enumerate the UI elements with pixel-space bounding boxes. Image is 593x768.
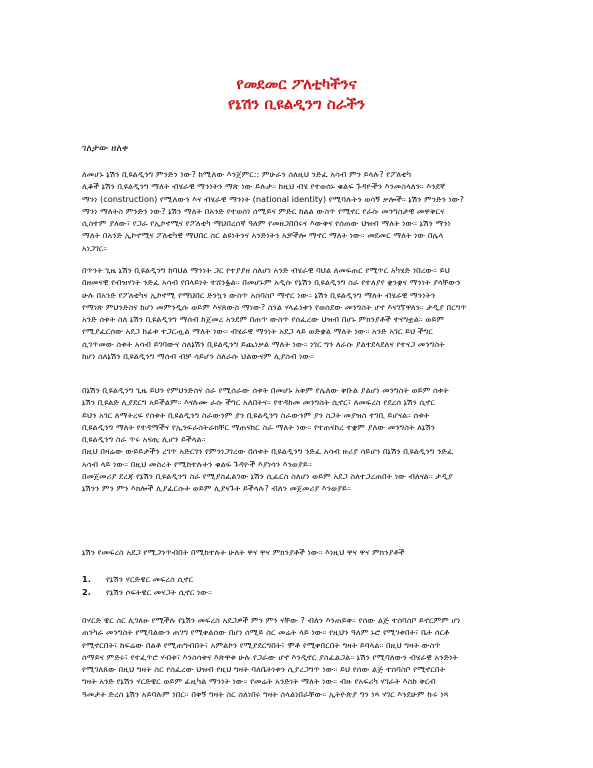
paragraph-line: በኔሽን ቢዩልዲንግ ጊዜ ይህን የምህንድስና ስራ የሚሰራው ሰቱት በመሆኑ አቅም የሌለው ቅቡል ያልሆነ መንግስት ወይም ሰቱት [82, 385, 449, 395]
list-item [82, 586, 512, 599]
paragraph-line: አሳብ ላይ ነው። በዚህ መስረት የሚከተሉትን ቁልፍ ጉዳዮች እያነሳን እንወያይ። [82, 458, 312, 469]
paragraph-line: ሊቆች ኔሽን ቢዩልዲንግ ማለት ብሄራዊ ማንነትን ማጽ ነው ይሉታ። ከዚህ ብሄ የተወሰኑ ቁልፍ ጉዳዮችን እንመስላለን። እንደኛ [82, 181, 446, 192]
paragraph-line: ግዛት አንድ የኔሽን ሃርድዌር ወይም ፊዚካል ማንነት ነው። የመሬት አንድነት ማለት ነው። ብዙ የአፍሪካ ሃገራት እስከ ቅርብ [82, 676, 436, 687]
paragraph-line: ቢዩልዲንግ ስራ ጥሩ አናጢ ሊሆን ይችላል። [82, 434, 206, 445]
paragraph-line: ለመሆኑ ኔሽን ቢዩልዲንግ ምንድን ነው? ከሚለው እንጀምር:: ምሁራን ስለዚህ ንድፈ አሳብ ምን ይላሉ? የፖለቲካ [82, 169, 412, 179]
paragraph-4 [82, 546, 512, 558]
paragraph-line: ኔሽን ቢዩልድ ሊያደርግ አይችልም። እናሉሙ ራሱ ችግር አለበትና። የተዳከመ መንግስት ሲኖር፣ ለመፍረስ የደረሰ ኔሽን ሲኖር [82, 397, 436, 408]
paragraph-line: የሚገለጸው በዚህ ግዛት ስር የሰፈረው ህዝብ የዚህ ግዛት ባለቤትነቱን ሲያረጋግጥ ነው። ይህ የሰው ልጅ ተሰባስቦ የሚኖርበት [82, 664, 446, 675]
paragraph-line: ጠንካራ መንግስት የሚባልውን ጠገግ የሚቀልሰው በሆነ ሰሚይ ስር መሬት ላይ ነው። የዚህን ዓለም ኑሮ የሚገቱበት፣ ቤት ሰርቶ [82, 627, 450, 638]
paragraph-line: የሚኖርበት፣ ከፍሬው በልቶ የሚጠግብበት፣ አምልኮን የሚያደርግበት፣ ሞቶ የሚቀበርበት ግዛት ይባላል። በዚህ ግዛት ውስጥ [82, 639, 441, 650]
paragraph-line: ኔሽንን ምን ምን እክሎች ሊያፈርሱት ወይም ሊያናጉት ይችላሉ? ብለን መጀመሪያ እንወያይ። [82, 483, 351, 494]
paragraph-line: ማንነ (construction) የሚለውን እና ብሄራዊ ማንነት (national identity) የሚባሉትን ወሳኝ ቃሎች። ኔሽን ምንድን ነው? [82, 193, 465, 204]
paragraph-line: ይህን አገር ለማትረፍ የሰቱት ቢዩልዲንግ ስራውንም ያን ቢዩልዲንግ ስራውንም ያን ስጋት መያዝስ ተገቢ ይሆናል። ሰቱት [82, 409, 430, 420]
paragraph-line: የሚያፈርሰው አደጋ ከፊቱ ተጋርጧል ማለት ነው። ብሄራዊ ማንነት አደጋ ላይ ወድቋል ማለት ነው። አንድ አገር ይህ ችግር [82, 326, 433, 337]
list-item [82, 573, 512, 586]
paragraph-2 [82, 264, 512, 362]
paragraph-line: አንድ ሰቱት ስለ ኔሽን ቢዩልዲንግ ማሰብ ከጀመረ አንደም በጠጥ ውስጥ የሰፈረው ህዝብ በሆኑ ምክንያቶች ተናግቷል። ወይም [82, 314, 445, 325]
paragraph-line: በመጀመሪያ ደረጃ የኔሽን ቢዩልዲንግ ስራ የሚያስፈልገው ኔሽን ሲፈርስ ስለሆነ ወይም አደጋ ስለተጋረጠበት ነው ብለናል። ታዲያ [82, 471, 453, 482]
paragraph-line: የማነጽ ምህንድስና ከሆነ መምንዲሱ ወይም እናጸውስ ማነው? ስንል ሃላፊነቱን የወሰደው መንግስት ሆኖ እናገኘዋለን። ታዲያ በርግጥ [82, 301, 467, 312]
list-number: 1. [82, 574, 91, 584]
author-name: ገለታው ዘለቀ [82, 143, 129, 154]
document-title-line-2: የኔሽን ቢዩልዲንግ ስራችን [228, 95, 365, 113]
paragraph-line: ማንነ ማለትስ ምንድን ነው? ኔሽን ማለት በአንድ የተወሰነ ሰሚይና ምድር ከልል ውስጥ የሚኖር የራሱ መንግስታዊ መዋቅርና [82, 205, 445, 216]
document-title-line-1: የመደመር ፖለቲካችንና [236, 75, 357, 93]
paragraph-line: አነጋገር። [82, 242, 108, 253]
paragraph-line: ሁሉ በአንድ የፖለቲካና ኢኮኖሚ የማህበር ድንኳን ውስጥ አሰባስቦ ማኖር ነው። ኔሽን ቢዩልዲንግ ማለት ብሄራዊ ማንነትን [82, 289, 436, 300]
paragraph-line: ሰማይና ምድሩ፣ የተፈጥሮ ሃብቱ፣ እንስሳቱና እጽዋቱ ሁሉ የጋራው ሆኖ እንዲኖር ያስፈልጋል። ኔሽን የሚባለውን ብሄራዊ አንድነት [82, 651, 459, 662]
paragraph-line: ሲገጥመው ስቱት አሳብ ይገባውና ስለኔሽን ቢዩልዲንግ ይጨነቃል ማለት ነው። ነገር ግን ለራሱ ያልተደላደለና የተናጋ መንግስት [82, 338, 445, 349]
paragraph-1 [82, 168, 512, 254]
list-number: 2. [82, 586, 91, 597]
paragraph-line: ኔሽን የመፍረስ አደጋ የሚጋንጥብበት በሚከተሉት ሁለት ዋና ዋና ምክንያቶች ነው። እነዚህ ዋና ዋና ምክንያቶች [82, 547, 405, 557]
reasons-list [82, 573, 512, 598]
paragraph-line: በሃርድ ዌር ስር ሊገለፁ የሚችሉ የኔሽን መፍረስ አደጋዎች ምን ምን ናቸው ? ብለን እንጠይቅ። የሰው ልጅ ተሰባስቦ ይኖርምም ሆነ [82, 615, 461, 625]
list-text: የኔሽን ሃርድዌር መፍረስ ሲኖር [106, 574, 194, 584]
paragraph-line: ማለት በአንድ ኢኮኖሚና ፖለቲካዊ ማህበር ስር ልዩነትንና አንድነትን አቻችሎ ማኖር ማለት ነው። መደመር ማለት ነው በሌላ [82, 230, 444, 241]
paragraph-line: በዘመናዊ የብዝሃነት ንድፈ አሳብ የበላይነት ተሸንፏል። በመሆኑም አዲሱ የኔሽን ቢዩልዲንግ ስራ የተለያየ ቋንቋና ማንነት ያላቸውን [82, 277, 461, 288]
list-text: የኔሽን ሶፍትዌር መናጋት ሲኖር ነው። [106, 586, 212, 597]
paragraph-5 [82, 614, 512, 700]
paragraph-line: በጥንት ጊዜ ኔሽን ቢዩልዲንግ ከባህል ማንነት ጋር የተያያዘ ስለሆነ አንድ ብሄራዊ ባህል ለመፍጠር የሚጥር አካሄድ ነበረው። ይህ [82, 265, 450, 275]
paragraph-line: በዚህ በዛሬው ውይይታችን ረገጥ አድርገን የምንነጋገረው በሰቱት ቢዩልዲንግ ንድፈ አሳብ ዙሪያ ሳይሆን በኔሽን ቢዩልዲንግ ንድፈ [82, 446, 454, 457]
paragraph-line: ሲስተም ያለው፣ የጋራ የኢኮኖሚና የፖለቲካ ማህበረሰኛ ዓለም የመዘጋበበሩና እውቅና የሰጠው ህዝብ ማለት ነው። ኔሽን ማንነ [82, 218, 451, 229]
paragraph-line: ቢዩልዲንግ ማለት የተዳማችና የኢንፍራስትራክቸር ማጠናከር ስራ ማለት ነው። የተጠናከረ ተቋም ያለው መንግስት ለኔሽን [82, 421, 436, 432]
paragraph-line: ዓመታት ድረስ ኔሽን አይባሉም ነበር። በቅኝ ግዛት ስር ስለነበሩ ግዛት ስላልነበራቸው። ኢትዮጵያ ግን ነጻ ሃገር እንደሁም ኩሩ ነጻ [82, 688, 449, 699]
paragraph-line: ከሆነ ስለኔሽን ቢዩልዲንግ ማሰብ ብቻ ሳይሆን ስለራሱ ህልውናም ሊያስብ ነው። [82, 351, 315, 362]
paragraph-3 [82, 384, 512, 495]
